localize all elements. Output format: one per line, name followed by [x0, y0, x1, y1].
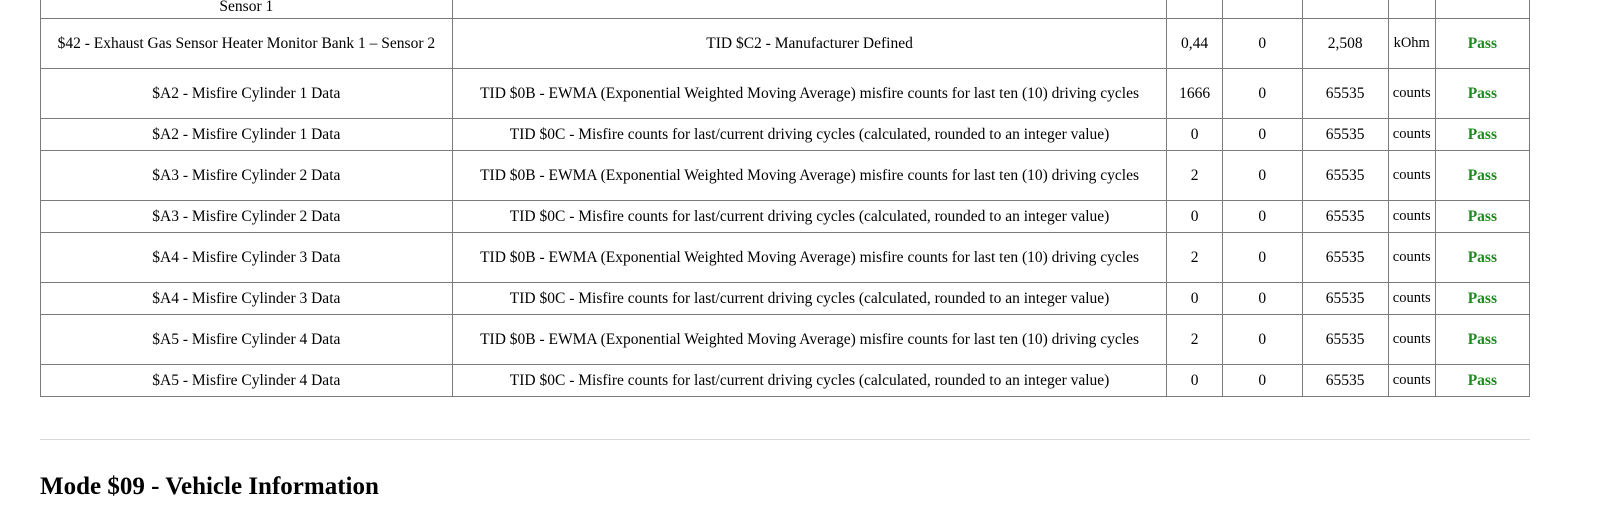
max-cell: 65535	[1302, 69, 1388, 119]
result-cell: Pass	[1435, 151, 1529, 201]
unit-cell: counts	[1388, 69, 1435, 119]
max-cell: 65535	[1302, 151, 1388, 201]
max-cell: 65535	[1302, 365, 1388, 397]
max-cell: 2,508	[1302, 19, 1388, 69]
tid-cell: TID $0B - EWMA (Exponential Weighted Moving Average) misfire counts for last ten (10) driving cycles	[452, 151, 1167, 201]
unit-cell	[1388, 0, 1435, 19]
value-cell: 0,44	[1167, 19, 1222, 69]
table-row	[41, 201, 1530, 233]
result-cell: Pass	[1435, 69, 1529, 119]
table-row	[41, 0, 1530, 19]
table-row	[41, 233, 1530, 283]
value-cell: 2	[1167, 315, 1222, 365]
value-cell: 0	[1167, 283, 1222, 315]
table-row	[41, 283, 1530, 315]
min-cell: 0	[1222, 283, 1302, 315]
monitor-cell: $A5 - Misfire Cylinder 4 Data	[41, 315, 453, 365]
tid-cell: TID $0B - EWMA (Exponential Weighted Moving Average) misfire counts for last ten (10) driving cycles	[452, 233, 1167, 283]
mode-06-table-wrapper	[40, 0, 1530, 397]
max-cell: 65535	[1302, 201, 1388, 233]
unit-cell: counts	[1388, 201, 1435, 233]
value-cell: 0	[1167, 201, 1222, 233]
min-cell: 0	[1222, 365, 1302, 397]
result-cell: Pass	[1435, 315, 1529, 365]
min-cell	[1222, 0, 1302, 19]
min-cell: 0	[1222, 315, 1302, 365]
tid-cell: TID $0C - Misfire counts for last/current driving cycles (calculated, rounded to an integer value)	[452, 119, 1167, 151]
min-cell: 0	[1222, 201, 1302, 233]
min-cell: 0	[1222, 233, 1302, 283]
unit-cell: counts	[1388, 315, 1435, 365]
result-cell: Pass	[1435, 201, 1529, 233]
monitor-cell: $A3 - Misfire Cylinder 2 Data	[41, 151, 453, 201]
max-cell: 65535	[1302, 315, 1388, 365]
monitor-cell: $A2 - Misfire Cylinder 1 Data	[41, 119, 453, 151]
max-cell	[1302, 0, 1388, 19]
max-cell: 65535	[1302, 119, 1388, 151]
tid-cell: TID $0C - Misfire counts for last/current driving cycles (calculated, rounded to an integer value)	[452, 365, 1167, 397]
section-divider	[40, 439, 1530, 440]
tid-cell: TID $0B - EWMA (Exponential Weighted Moving Average) misfire counts for last ten (10) driving cycles	[452, 315, 1167, 365]
tid-cell: TID $0C - Misfire counts for last/current driving cycles (calculated, rounded to an integer value)	[452, 201, 1167, 233]
monitor-cell: $A3 - Misfire Cylinder 2 Data	[41, 201, 453, 233]
max-cell: 65535	[1302, 283, 1388, 315]
result-cell: Pass	[1435, 119, 1529, 151]
table-row	[41, 151, 1530, 201]
table-row	[41, 19, 1530, 69]
value-cell: 2	[1167, 233, 1222, 283]
value-cell	[1167, 0, 1222, 19]
min-cell: 0	[1222, 69, 1302, 119]
value-cell: 1666	[1167, 69, 1222, 119]
result-cell: Pass	[1435, 283, 1529, 315]
min-cell: 0	[1222, 151, 1302, 201]
monitor-cell: $A5 - Misfire Cylinder 4 Data	[41, 365, 453, 397]
result-cell: Pass	[1435, 19, 1529, 69]
unit-cell: counts	[1388, 119, 1435, 151]
result-cell	[1435, 0, 1529, 19]
max-cell: 65535	[1302, 233, 1388, 283]
unit-cell: counts	[1388, 151, 1435, 201]
result-cell: Pass	[1435, 233, 1529, 283]
unit-cell: kOhm	[1388, 19, 1435, 69]
result-cell: Pass	[1435, 365, 1529, 397]
section-heading-mode-09: Mode $09 - Vehicle Information	[40, 473, 379, 500]
tid-cell: TID $0B - EWMA (Exponential Weighted Moving Average) misfire counts for last ten (10) driving cycles	[452, 69, 1167, 119]
min-cell: 0	[1222, 119, 1302, 151]
monitor-cell: $A4 - Misfire Cylinder 3 Data	[41, 283, 453, 315]
monitor-cell: $A2 - Misfire Cylinder 1 Data	[41, 69, 453, 119]
monitor-cell: $42 - Exhaust Gas Sensor Heater Monitor Bank 1 – Sensor 2	[41, 19, 453, 69]
table-row	[41, 119, 1530, 151]
mode-06-test-results-table	[40, 0, 1530, 397]
tid-cell: TID $C2 - Manufacturer Defined	[452, 19, 1167, 69]
unit-cell: counts	[1388, 233, 1435, 283]
unit-cell: counts	[1388, 283, 1435, 315]
table-row	[41, 365, 1530, 397]
value-cell: 0	[1167, 119, 1222, 151]
tid-cell	[452, 0, 1167, 19]
unit-cell: counts	[1388, 365, 1435, 397]
value-cell: 0	[1167, 365, 1222, 397]
value-cell: 2	[1167, 151, 1222, 201]
table-row	[41, 69, 1530, 119]
monitor-cell: Sensor 1	[41, 0, 453, 19]
tid-cell: TID $0C - Misfire counts for last/current driving cycles (calculated, rounded to an integer value)	[452, 283, 1167, 315]
monitor-cell: $A4 - Misfire Cylinder 3 Data	[41, 233, 453, 283]
min-cell: 0	[1222, 19, 1302, 69]
table-row	[41, 315, 1530, 365]
